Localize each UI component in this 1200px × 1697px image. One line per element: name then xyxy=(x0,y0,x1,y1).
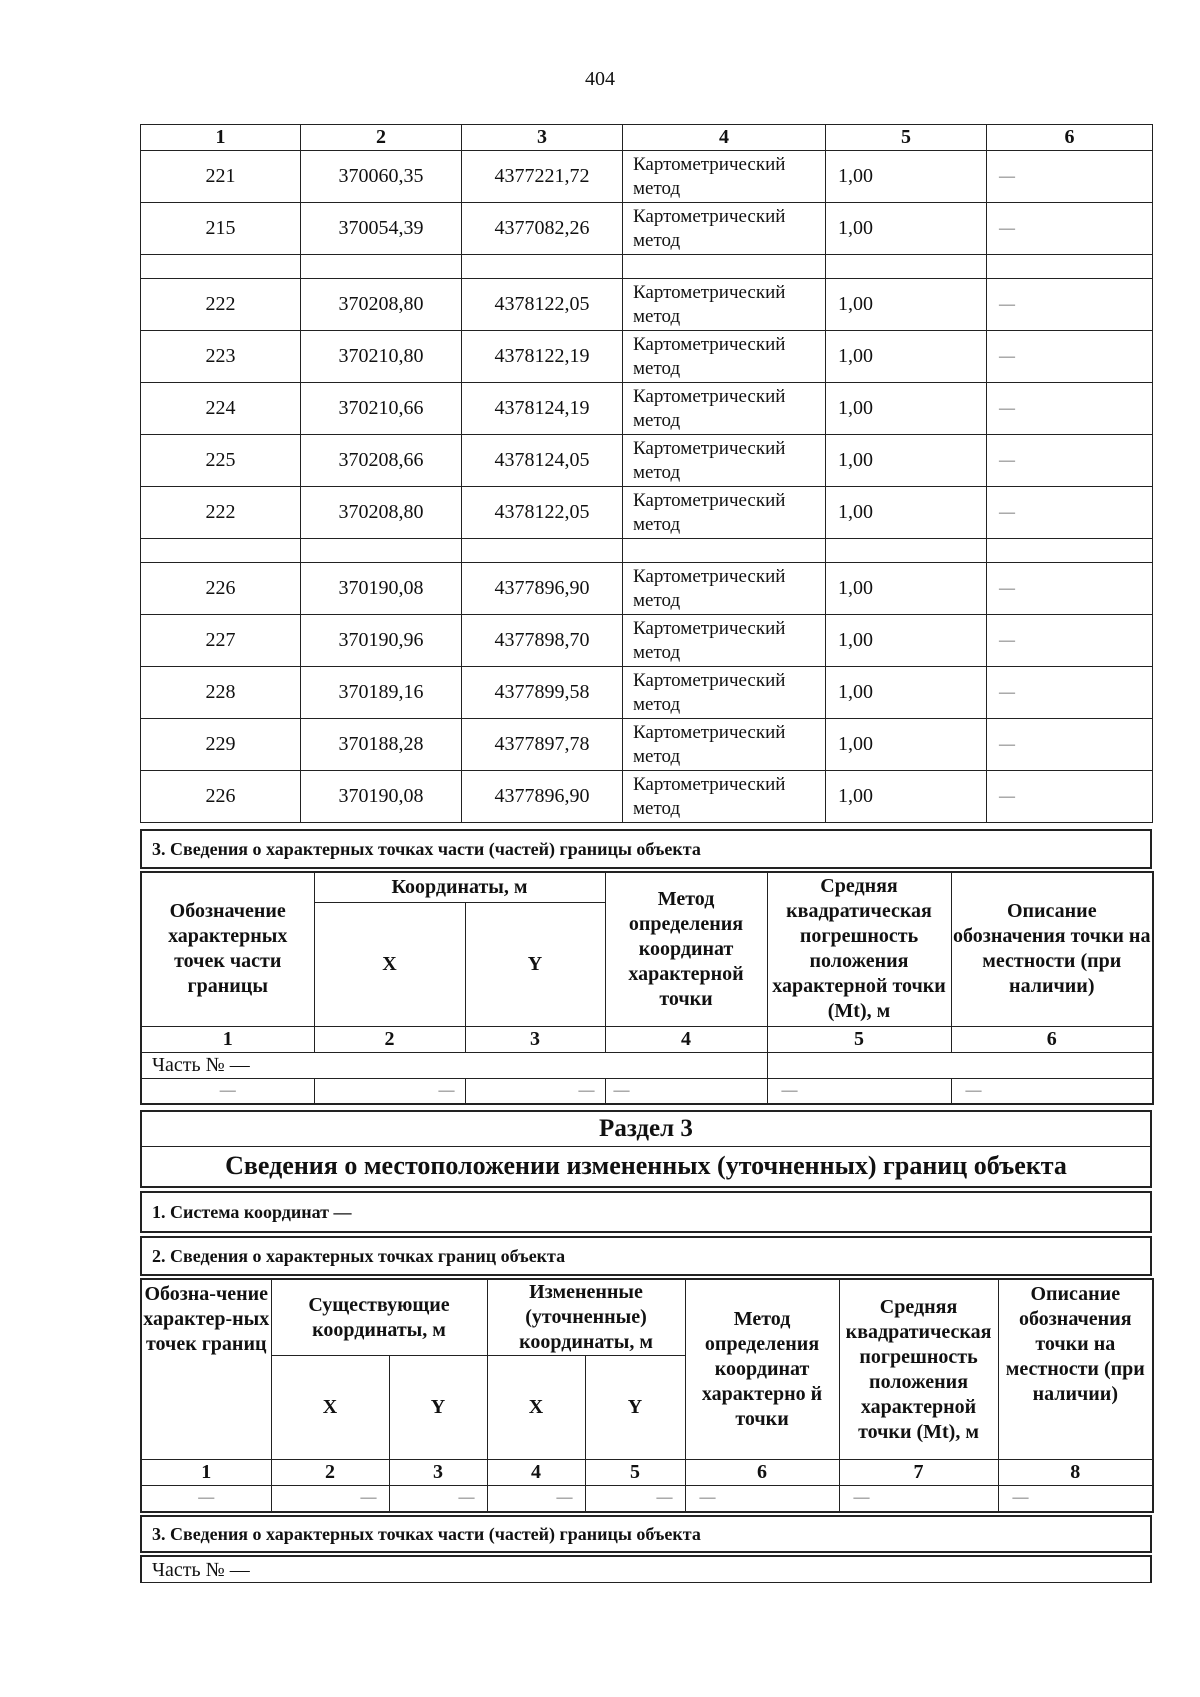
cell-description: — xyxy=(987,151,1153,203)
changed-points-table xyxy=(140,1278,1152,1513)
dash-cell: — xyxy=(314,1078,465,1104)
cell-coord-x: 370190,96 xyxy=(301,615,462,667)
column-number: 1 xyxy=(141,1460,271,1486)
cell-coord-y: 4377898,70 xyxy=(462,615,623,667)
cell-method: Картометрический метод xyxy=(623,563,826,615)
header-changed-coords: Измененные (уточненные) координаты, м xyxy=(487,1279,685,1356)
cell-method: Картометрический метод xyxy=(623,279,826,331)
cell-description: — xyxy=(987,383,1153,435)
cell-method: Картометрический метод xyxy=(623,151,826,203)
header-y: Y xyxy=(465,902,605,1026)
cell-coord-y: 4377896,90 xyxy=(462,771,623,823)
column-number: 4 xyxy=(623,125,826,151)
column-number: 6 xyxy=(685,1460,839,1486)
cell-description: — xyxy=(987,771,1153,823)
cell-description: — xyxy=(987,331,1153,383)
cell-error: 1,00 xyxy=(826,151,987,203)
dash-cell: — xyxy=(998,1486,1153,1512)
cell-coord-y: 4378124,05 xyxy=(462,435,623,487)
column-number: 1 xyxy=(141,125,301,151)
dash-cell: — xyxy=(685,1486,839,1512)
cell-description: — xyxy=(987,719,1153,771)
cell-method: Картометрический метод xyxy=(623,719,826,771)
table-row xyxy=(141,615,1153,667)
cell-coord-y: 4378122,05 xyxy=(462,487,623,539)
cell-error: 1,00 xyxy=(826,331,987,383)
cell-method: Картометрический метод xyxy=(623,487,826,539)
column-number: 2 xyxy=(301,125,462,151)
column-number: 4 xyxy=(487,1460,585,1486)
cell-coord-x: 370188,28 xyxy=(301,719,462,771)
header-error: Средняя квадратическая погрешность положения характерной точки (Mt), м xyxy=(767,872,951,1026)
column-number: 8 xyxy=(998,1460,1153,1486)
cell-point-id: 225 xyxy=(141,435,301,487)
dash-cell: — xyxy=(465,1078,605,1104)
points-title: 2. Сведения о характерных точках границ объекта xyxy=(152,1246,566,1266)
column-number: 5 xyxy=(585,1460,685,1486)
column-number: 7 xyxy=(839,1460,998,1486)
column-number: 3 xyxy=(389,1460,487,1486)
cell-point-id: 228 xyxy=(141,667,301,719)
table-row xyxy=(141,487,1153,539)
header-error: Средняя квадратическая погрешность положения характерной точки (Mt), м xyxy=(839,1279,998,1460)
cell-description: — xyxy=(987,279,1153,331)
cell-coord-x: 370189,16 xyxy=(301,667,462,719)
table-row xyxy=(141,383,1153,435)
cell-coord-y: 4377221,72 xyxy=(462,151,623,203)
cell-description: — xyxy=(987,203,1153,255)
dash-cell: — xyxy=(605,1078,767,1104)
table-row xyxy=(141,331,1153,383)
column-number: 6 xyxy=(951,1026,1153,1052)
cell-coord-x: 370054,39 xyxy=(301,203,462,255)
dash-cell: — xyxy=(271,1486,389,1512)
section3-part-label-box xyxy=(140,1555,1152,1583)
cell-coord-y: 4378122,05 xyxy=(462,279,623,331)
dash-cell: — xyxy=(767,1078,951,1104)
cell-coord-x: 370208,66 xyxy=(301,435,462,487)
cell-coord-y: 4377896,90 xyxy=(462,563,623,615)
table-row xyxy=(141,719,1153,771)
cell-point-id: 223 xyxy=(141,331,301,383)
column-number: 5 xyxy=(826,125,987,151)
points-title-box xyxy=(140,1236,1152,1276)
table-row xyxy=(141,563,1153,615)
header-description: Описание обозначения точки на местности (при наличии) xyxy=(998,1279,1153,1460)
header-y: Y xyxy=(389,1356,487,1460)
cell-description: — xyxy=(987,563,1153,615)
cell-point-id: 227 xyxy=(141,615,301,667)
cell-error: 1,00 xyxy=(826,203,987,255)
cell-description: — xyxy=(987,667,1153,719)
part-label: Часть № — xyxy=(141,1052,767,1078)
cell-coord-x: 370060,35 xyxy=(301,151,462,203)
header-existing-coords: Существующие координаты, м xyxy=(271,1279,487,1356)
cell-error: 1,00 xyxy=(826,563,987,615)
cell-coord-x: 370208,80 xyxy=(301,279,462,331)
page-number: 404 xyxy=(585,68,615,90)
table-row xyxy=(141,771,1153,823)
header-coordinates: Координаты, м xyxy=(314,872,605,902)
cell-coord-x: 370210,80 xyxy=(301,331,462,383)
column-number: 2 xyxy=(314,1026,465,1052)
column-number: 6 xyxy=(987,125,1153,151)
part-points-table xyxy=(140,871,1152,1105)
cell-method: Картометрический метод xyxy=(623,615,826,667)
cell-error: 1,00 xyxy=(826,487,987,539)
dash-cell: — xyxy=(839,1486,998,1512)
cell-coord-x: 370208,80 xyxy=(301,487,462,539)
dash-cell: — xyxy=(141,1078,314,1104)
cell-coord-y: 4378124,19 xyxy=(462,383,623,435)
section3-part-label: Часть № — xyxy=(152,1559,250,1581)
header-x: X xyxy=(271,1356,389,1460)
cell-coord-y: 4378122,19 xyxy=(462,331,623,383)
table-spacer-row xyxy=(141,539,1153,563)
part-section-title: 3. Сведения о характерных точках части (частей) границы объекта xyxy=(152,839,701,859)
cell-point-id: 215 xyxy=(141,203,301,255)
coordinates-table xyxy=(140,124,1152,823)
dash-cell: — xyxy=(487,1486,585,1512)
table-row xyxy=(141,667,1153,719)
header-x: X xyxy=(314,902,465,1026)
coord-system: 1. Система координат — xyxy=(152,1202,352,1222)
cell-point-id: 222 xyxy=(141,279,301,331)
cell-error: 1,00 xyxy=(826,383,987,435)
cell-point-id: 229 xyxy=(141,719,301,771)
cell-coord-y: 4377082,26 xyxy=(462,203,623,255)
cell-error: 1,00 xyxy=(826,667,987,719)
section3-part-title: 3. Сведения о характерных точках части (частей) границы объекта xyxy=(152,1524,701,1544)
cell-coord-y: 4377897,78 xyxy=(462,719,623,771)
column-number: 5 xyxy=(767,1026,951,1052)
header-description: Описание обозначения точки на местности (при наличии) xyxy=(951,872,1153,1026)
cell-error: 1,00 xyxy=(826,615,987,667)
cell-description: — xyxy=(987,435,1153,487)
cell-coord-y: 4377899,58 xyxy=(462,667,623,719)
cell-point-id: 226 xyxy=(141,771,301,823)
table-row xyxy=(141,151,1153,203)
column-number: 1 xyxy=(141,1026,314,1052)
cell-error: 1,00 xyxy=(826,771,987,823)
column-number: 3 xyxy=(462,125,623,151)
cell-point-id: 222 xyxy=(141,487,301,539)
cell-method: Картометрический метод xyxy=(623,667,826,719)
column-number: 3 xyxy=(465,1026,605,1052)
header-designation: Обозна-чение характер-ных точек границ xyxy=(141,1279,271,1460)
cell-method: Картометрический метод xyxy=(623,203,826,255)
header-x: X xyxy=(487,1356,585,1460)
dash-cell: — xyxy=(389,1486,487,1512)
section3-heading-box xyxy=(140,1110,1152,1188)
part-section-title-box xyxy=(140,829,1152,869)
cell-error: 1,00 xyxy=(826,279,987,331)
cell-error: 1,00 xyxy=(826,435,987,487)
header-method: Метод определения координат характерной точки xyxy=(605,872,767,1026)
column-number: 4 xyxy=(605,1026,767,1052)
dash-cell: — xyxy=(585,1486,685,1512)
cell-method: Картометрический метод xyxy=(623,771,826,823)
cell-point-id: 224 xyxy=(141,383,301,435)
cell-coord-x: 370190,08 xyxy=(301,771,462,823)
header-method: Метод определения координат характерно й точки xyxy=(685,1279,839,1460)
header-designation: Обозначение характерных точек части границы xyxy=(141,872,314,1026)
cell-coord-x: 370190,08 xyxy=(301,563,462,615)
cell-coord-x: 370210,66 xyxy=(301,383,462,435)
dash-cell: — xyxy=(951,1078,1153,1104)
cell-method: Картометрический метод xyxy=(623,383,826,435)
cell-description: — xyxy=(987,487,1153,539)
cell-point-id: 226 xyxy=(141,563,301,615)
section3-subheading: Сведения о местоположении измененных (уточненных) границ объекта xyxy=(225,1151,1067,1180)
coord-system-box xyxy=(140,1191,1152,1233)
cell-error: 1,00 xyxy=(826,719,987,771)
cell-description: — xyxy=(987,615,1153,667)
table-row xyxy=(141,279,1153,331)
cell-method: Картометрический метод xyxy=(623,331,826,383)
table-column-numbers xyxy=(141,125,1153,151)
header-y: Y xyxy=(585,1356,685,1460)
table-spacer-row xyxy=(141,255,1153,279)
cell-method: Картометрический метод xyxy=(623,435,826,487)
cell-point-id: 221 xyxy=(141,151,301,203)
column-number: 2 xyxy=(271,1460,389,1486)
section3-part-title-box xyxy=(140,1515,1152,1553)
table-row xyxy=(141,435,1153,487)
dash-cell: — xyxy=(141,1486,271,1512)
section3-heading: Раздел 3 xyxy=(142,1112,1150,1147)
table-row xyxy=(141,203,1153,255)
